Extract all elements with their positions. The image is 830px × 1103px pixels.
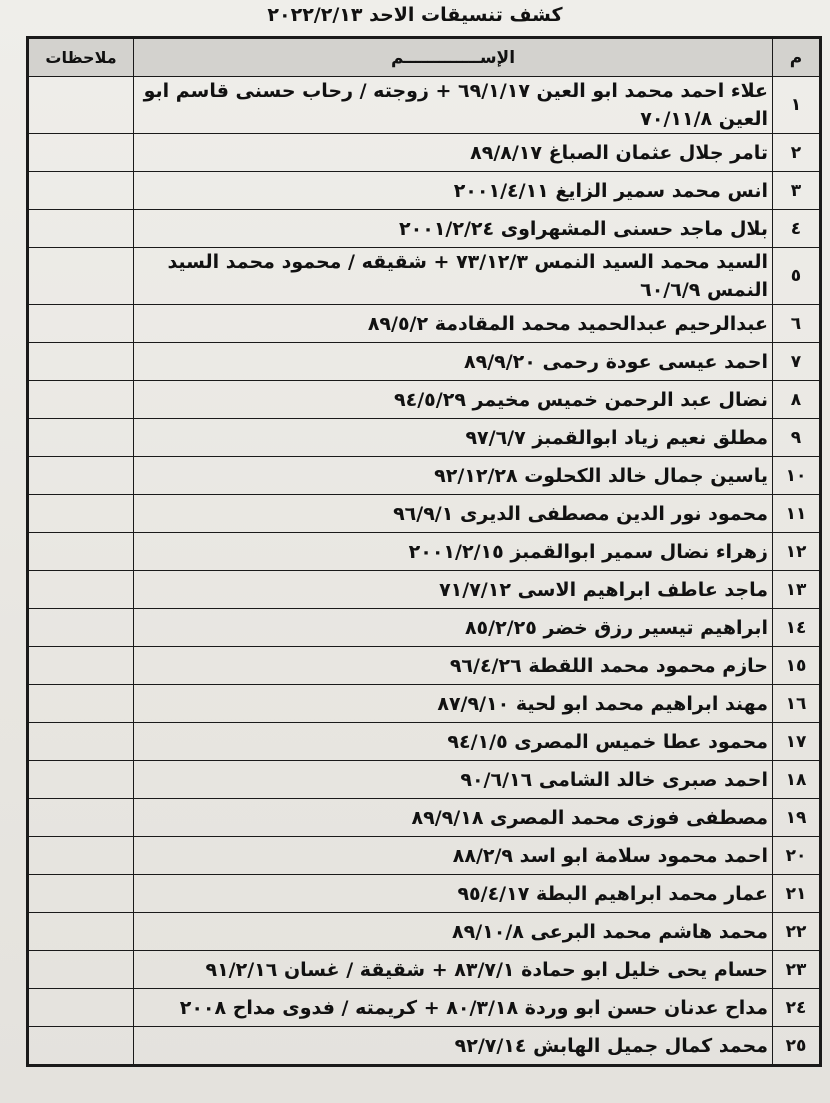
row-number: ٣ xyxy=(773,172,821,210)
table-row xyxy=(28,77,821,134)
row-number: ٢٥ xyxy=(773,1027,821,1066)
row-number: ٢١ xyxy=(773,875,821,913)
page-title: كشف تنسيقات الاحد ٢٠٢٢/٢/١٣ xyxy=(267,4,563,26)
row-notes xyxy=(28,1027,134,1066)
row-name: مطلق نعيم زياد ابوالقمبز ٩٧/٦/٧ xyxy=(134,419,773,457)
row-name: مهند ابراهيم محمد ابو لحية ٨٧/٩/١٠ xyxy=(134,685,773,723)
row-name: مصطفى فوزى محمد المصرى ٨٩/٩/١٨ xyxy=(134,799,773,837)
table-row xyxy=(28,457,821,495)
table-row xyxy=(28,419,821,457)
row-name: محمود نور الدين مصطفى الديرى ٩٦/٩/١ xyxy=(134,495,773,533)
row-number: ٧ xyxy=(773,343,821,381)
table-header-row xyxy=(28,38,821,77)
row-name: احمد صبرى خالد الشامى ٩٠/٦/١٦ xyxy=(134,761,773,799)
row-notes xyxy=(28,134,134,172)
row-number: ١٢ xyxy=(773,533,821,571)
row-notes xyxy=(28,799,134,837)
row-number: ١١ xyxy=(773,495,821,533)
table-row xyxy=(28,343,821,381)
row-name: محمد كمال جميل الهابش ٩٢/٧/١٤ xyxy=(134,1027,773,1066)
row-notes xyxy=(28,210,134,248)
row-name: احمد محمود سلامة ابو اسد ٨٨/٢/٩ xyxy=(134,837,773,875)
row-notes xyxy=(28,571,134,609)
row-notes xyxy=(28,913,134,951)
row-name: عبدالرحيم عبدالحميد محمد المقادمة ٨٩/٥/٢ xyxy=(134,305,773,343)
table-row xyxy=(28,685,821,723)
row-number: ٢٢ xyxy=(773,913,821,951)
table-row xyxy=(28,647,821,685)
table-row xyxy=(28,723,821,761)
row-notes xyxy=(28,457,134,495)
row-notes xyxy=(28,305,134,343)
table-row xyxy=(28,134,821,172)
table-row xyxy=(28,1027,821,1066)
row-name: انس محمد سمير الزايغ ٢٠٠١/٤/١١ xyxy=(134,172,773,210)
row-number: ١٠ xyxy=(773,457,821,495)
row-notes xyxy=(28,951,134,989)
table-row xyxy=(28,609,821,647)
row-number: ١٧ xyxy=(773,723,821,761)
table-row xyxy=(28,571,821,609)
row-name: ماجد عاطف ابراهيم الاسى ٧١/٧/١٢ xyxy=(134,571,773,609)
row-number: ٩ xyxy=(773,419,821,457)
table-row xyxy=(28,172,821,210)
table-row xyxy=(28,799,821,837)
table-row xyxy=(28,913,821,951)
header-name: الإســـــــــــــم xyxy=(134,38,773,77)
row-number: ١٤ xyxy=(773,609,821,647)
row-name: حازم محمود محمد اللقطة ٩٦/٤/٢٦ xyxy=(134,647,773,685)
coordination-table xyxy=(26,36,822,1067)
row-name: حسام يحى خليل ابو حمادة ٨٣/٧/١ + شقيقة / غسان ٩١/٢/١٦ xyxy=(134,951,773,989)
row-number: ١٩ xyxy=(773,799,821,837)
row-notes xyxy=(28,533,134,571)
row-name: احمد عيسى عودة رحمى ٨٩/٩/٢٠ xyxy=(134,343,773,381)
row-number: ١٥ xyxy=(773,647,821,685)
table-row xyxy=(28,989,821,1027)
row-name: نضال عبد الرحمن خميس مخيمر ٩٤/٥/٢٩ xyxy=(134,381,773,419)
row-notes xyxy=(28,343,134,381)
row-number: ٢٤ xyxy=(773,989,821,1027)
row-notes xyxy=(28,381,134,419)
row-name: علاء احمد محمد ابو العين ٦٩/١/١٧ + زوجته / رحاب حسنى قاسم ابو العين ٧٠/١١/٨ xyxy=(134,77,773,134)
row-name: ابراهيم تيسير رزق خضر ٨٥/٢/٢٥ xyxy=(134,609,773,647)
row-notes xyxy=(28,761,134,799)
table-row xyxy=(28,210,821,248)
table-row xyxy=(28,381,821,419)
row-notes xyxy=(28,172,134,210)
table-row xyxy=(28,951,821,989)
row-name: بلال ماجد حسنى المشهراوى ٢٠٠١/٢/٢٤ xyxy=(134,210,773,248)
row-number: ٨ xyxy=(773,381,821,419)
row-notes xyxy=(28,647,134,685)
row-name: محمود عطا خميس المصرى ٩٤/١/٥ xyxy=(134,723,773,761)
row-name: تامر جلال عثمان الصباغ ٨٩/٨/١٧ xyxy=(134,134,773,172)
table-row xyxy=(28,305,821,343)
row-notes xyxy=(28,989,134,1027)
table-row xyxy=(28,495,821,533)
row-name: زهراء نضال سمير ابوالقمبز ٢٠٠١/٢/١٥ xyxy=(134,533,773,571)
table-row xyxy=(28,875,821,913)
row-number: ٢ xyxy=(773,134,821,172)
row-notes xyxy=(28,837,134,875)
row-notes xyxy=(28,248,134,305)
row-number: ١ xyxy=(773,77,821,134)
row-name: السيد محمد السيد النمس ٧٣/١٢/٣ + شقيقه / محمود محمد السيد النمس ٦٠/٦/٩ xyxy=(134,248,773,305)
row-number: ٢٣ xyxy=(773,951,821,989)
table-row xyxy=(28,248,821,305)
table-row xyxy=(28,761,821,799)
row-notes xyxy=(28,495,134,533)
table-row xyxy=(28,533,821,571)
row-name: ياسين جمال خالد الكحلوت ٩٢/١٢/٢٨ xyxy=(134,457,773,495)
row-name: مداح عدنان حسن ابو وردة ٨٠/٣/١٨ + كريمته / فدوى مداح ٢٠٠٨ xyxy=(134,989,773,1027)
row-notes xyxy=(28,723,134,761)
table-row xyxy=(28,837,821,875)
table-body xyxy=(28,77,821,1066)
row-number: ١٨ xyxy=(773,761,821,799)
row-notes xyxy=(28,875,134,913)
row-notes xyxy=(28,77,134,134)
row-number: ٢٠ xyxy=(773,837,821,875)
row-number: ١٣ xyxy=(773,571,821,609)
row-name: عمار محمد ابراهيم البطة ٩٥/٤/١٧ xyxy=(134,875,773,913)
row-name: محمد هاشم محمد البرعى ٨٩/١٠/٨ xyxy=(134,913,773,951)
row-notes xyxy=(28,419,134,457)
row-number: ٦ xyxy=(773,305,821,343)
row-notes xyxy=(28,685,134,723)
row-notes xyxy=(28,609,134,647)
row-number: ٤ xyxy=(773,210,821,248)
header-num: م xyxy=(773,38,821,77)
row-number: ٥ xyxy=(773,248,821,305)
header-notes: ملاحظات xyxy=(28,38,134,77)
row-number: ١٦ xyxy=(773,685,821,723)
